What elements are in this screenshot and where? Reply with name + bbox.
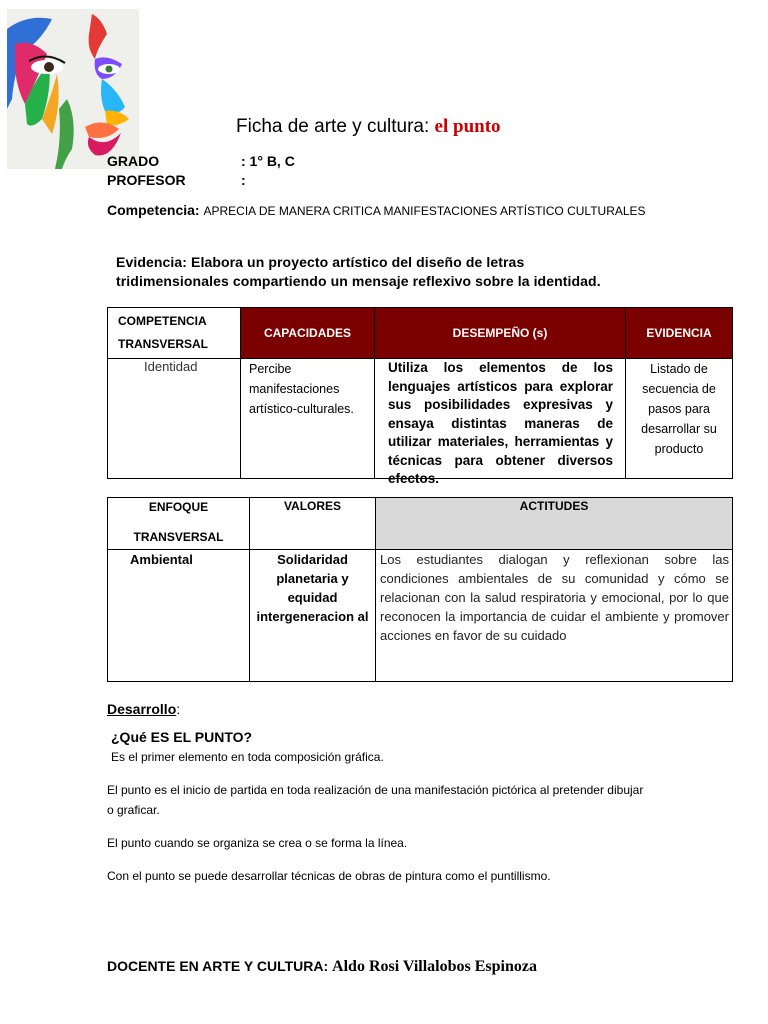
grado-value: : 1° B, C <box>241 153 295 169</box>
footer-signature <box>107 958 537 976</box>
title-prefix: Ficha de arte y cultura: <box>236 116 430 137</box>
paragraph-4: Con el punto se puede desarrollar técnicas de obras de pintura como el puntillismo. <box>107 869 551 883</box>
actitudes-cell: Los estudiantes dialogan y reflexionan sobre las condiciones ambientales de su comunidad y cómo se relacionan con la salud respiratoria y emocional, por lo que reconocen la importancia de cuidar el ambiente y promover acciones en favor de su cuidado <box>376 550 733 682</box>
competencias-table <box>107 307 733 486</box>
enfoque-table <box>107 497 733 682</box>
header-valores: VALORES <box>250 498 376 550</box>
competencia-label: Competencia: <box>107 202 200 218</box>
desarrollo-label: Desarrollo <box>107 701 177 717</box>
question-heading: ¿Qué ES EL PUNTO? <box>111 729 253 745</box>
desempeno-cell <box>375 359 626 486</box>
title-highlight: el punto <box>434 116 501 137</box>
desarrollo-heading <box>107 701 180 717</box>
footer-name: Aldo Rosi Villalobos Espinoza <box>332 958 537 975</box>
competencia-line <box>107 202 646 218</box>
paragraph-3: El punto cuando se organiza se crea o se forma la línea. <box>107 836 408 850</box>
header-competencia-line-2: TRANSVERSAL <box>118 337 209 351</box>
paragraph-2: El punto es el inicio de partida en toda realización de una manifestación pictórica al pretender dibujar o graficar. <box>107 783 644 817</box>
header-enfoque-line-2: TRANSVERSAL <box>133 530 224 544</box>
evidencia-line-2: tridimensionales compartiendo un mensaje reflexivo sobre la identidad. <box>116 273 601 289</box>
header-competencia-line-1: COMPETENCIA <box>118 314 207 328</box>
header-desempeno: DESEMPEÑO (s) <box>375 308 626 359</box>
page-title <box>236 116 501 138</box>
colorful-face-art-icon <box>7 9 139 169</box>
header-actitudes: ACTITUDES <box>376 498 733 550</box>
desarrollo-colon: : <box>176 701 181 717</box>
valores-cell: Solidaridad planetaria y equidad intergeneracion al <box>250 550 376 682</box>
header-enfoque-transversal <box>108 498 250 550</box>
desempeno-text: Utiliza los elementos de los lenguajes artísticos para explorar sus posibilidades expresivas y ensaya distintas maneras de utilizar materiales, herramientas y técnicas para obtener diversos efectos. <box>388 360 613 486</box>
enfoque-cell: Ambiental <box>108 550 250 682</box>
competencia-value: APRECIA DE MANERA CRITICA MANIFESTACIONES ARTÍSTICO CULTURALES <box>203 204 646 218</box>
evidencia-cell: Listado de secuencia de pasos para desarrollar su producto <box>626 359 733 479</box>
header-capacidades: CAPACIDADES <box>241 308 375 359</box>
header-competencia-transversal <box>108 308 241 359</box>
header-evidencia: EVIDENCIA <box>626 308 733 359</box>
profesor-label: PROFESOR <box>107 172 186 188</box>
header-enfoque-line-1: ENFOQUE <box>148 500 209 514</box>
footer-label: DOCENTE EN ARTE Y CULTURA: <box>107 958 329 974</box>
profesor-value: : <box>241 172 246 188</box>
paragraph-1: Es el primer elemento en toda composición gráfica. <box>111 750 384 764</box>
capacidades-cell: Percibe manifestaciones artístico-culturales. <box>241 359 375 479</box>
grado-label: GRADO <box>107 153 160 169</box>
evidencia-block <box>116 253 656 291</box>
competencia-cell: Identidad <box>108 359 241 479</box>
evidencia-line-1: Evidencia: Elabora un proyecto artístico del diseño de letras <box>116 254 525 270</box>
